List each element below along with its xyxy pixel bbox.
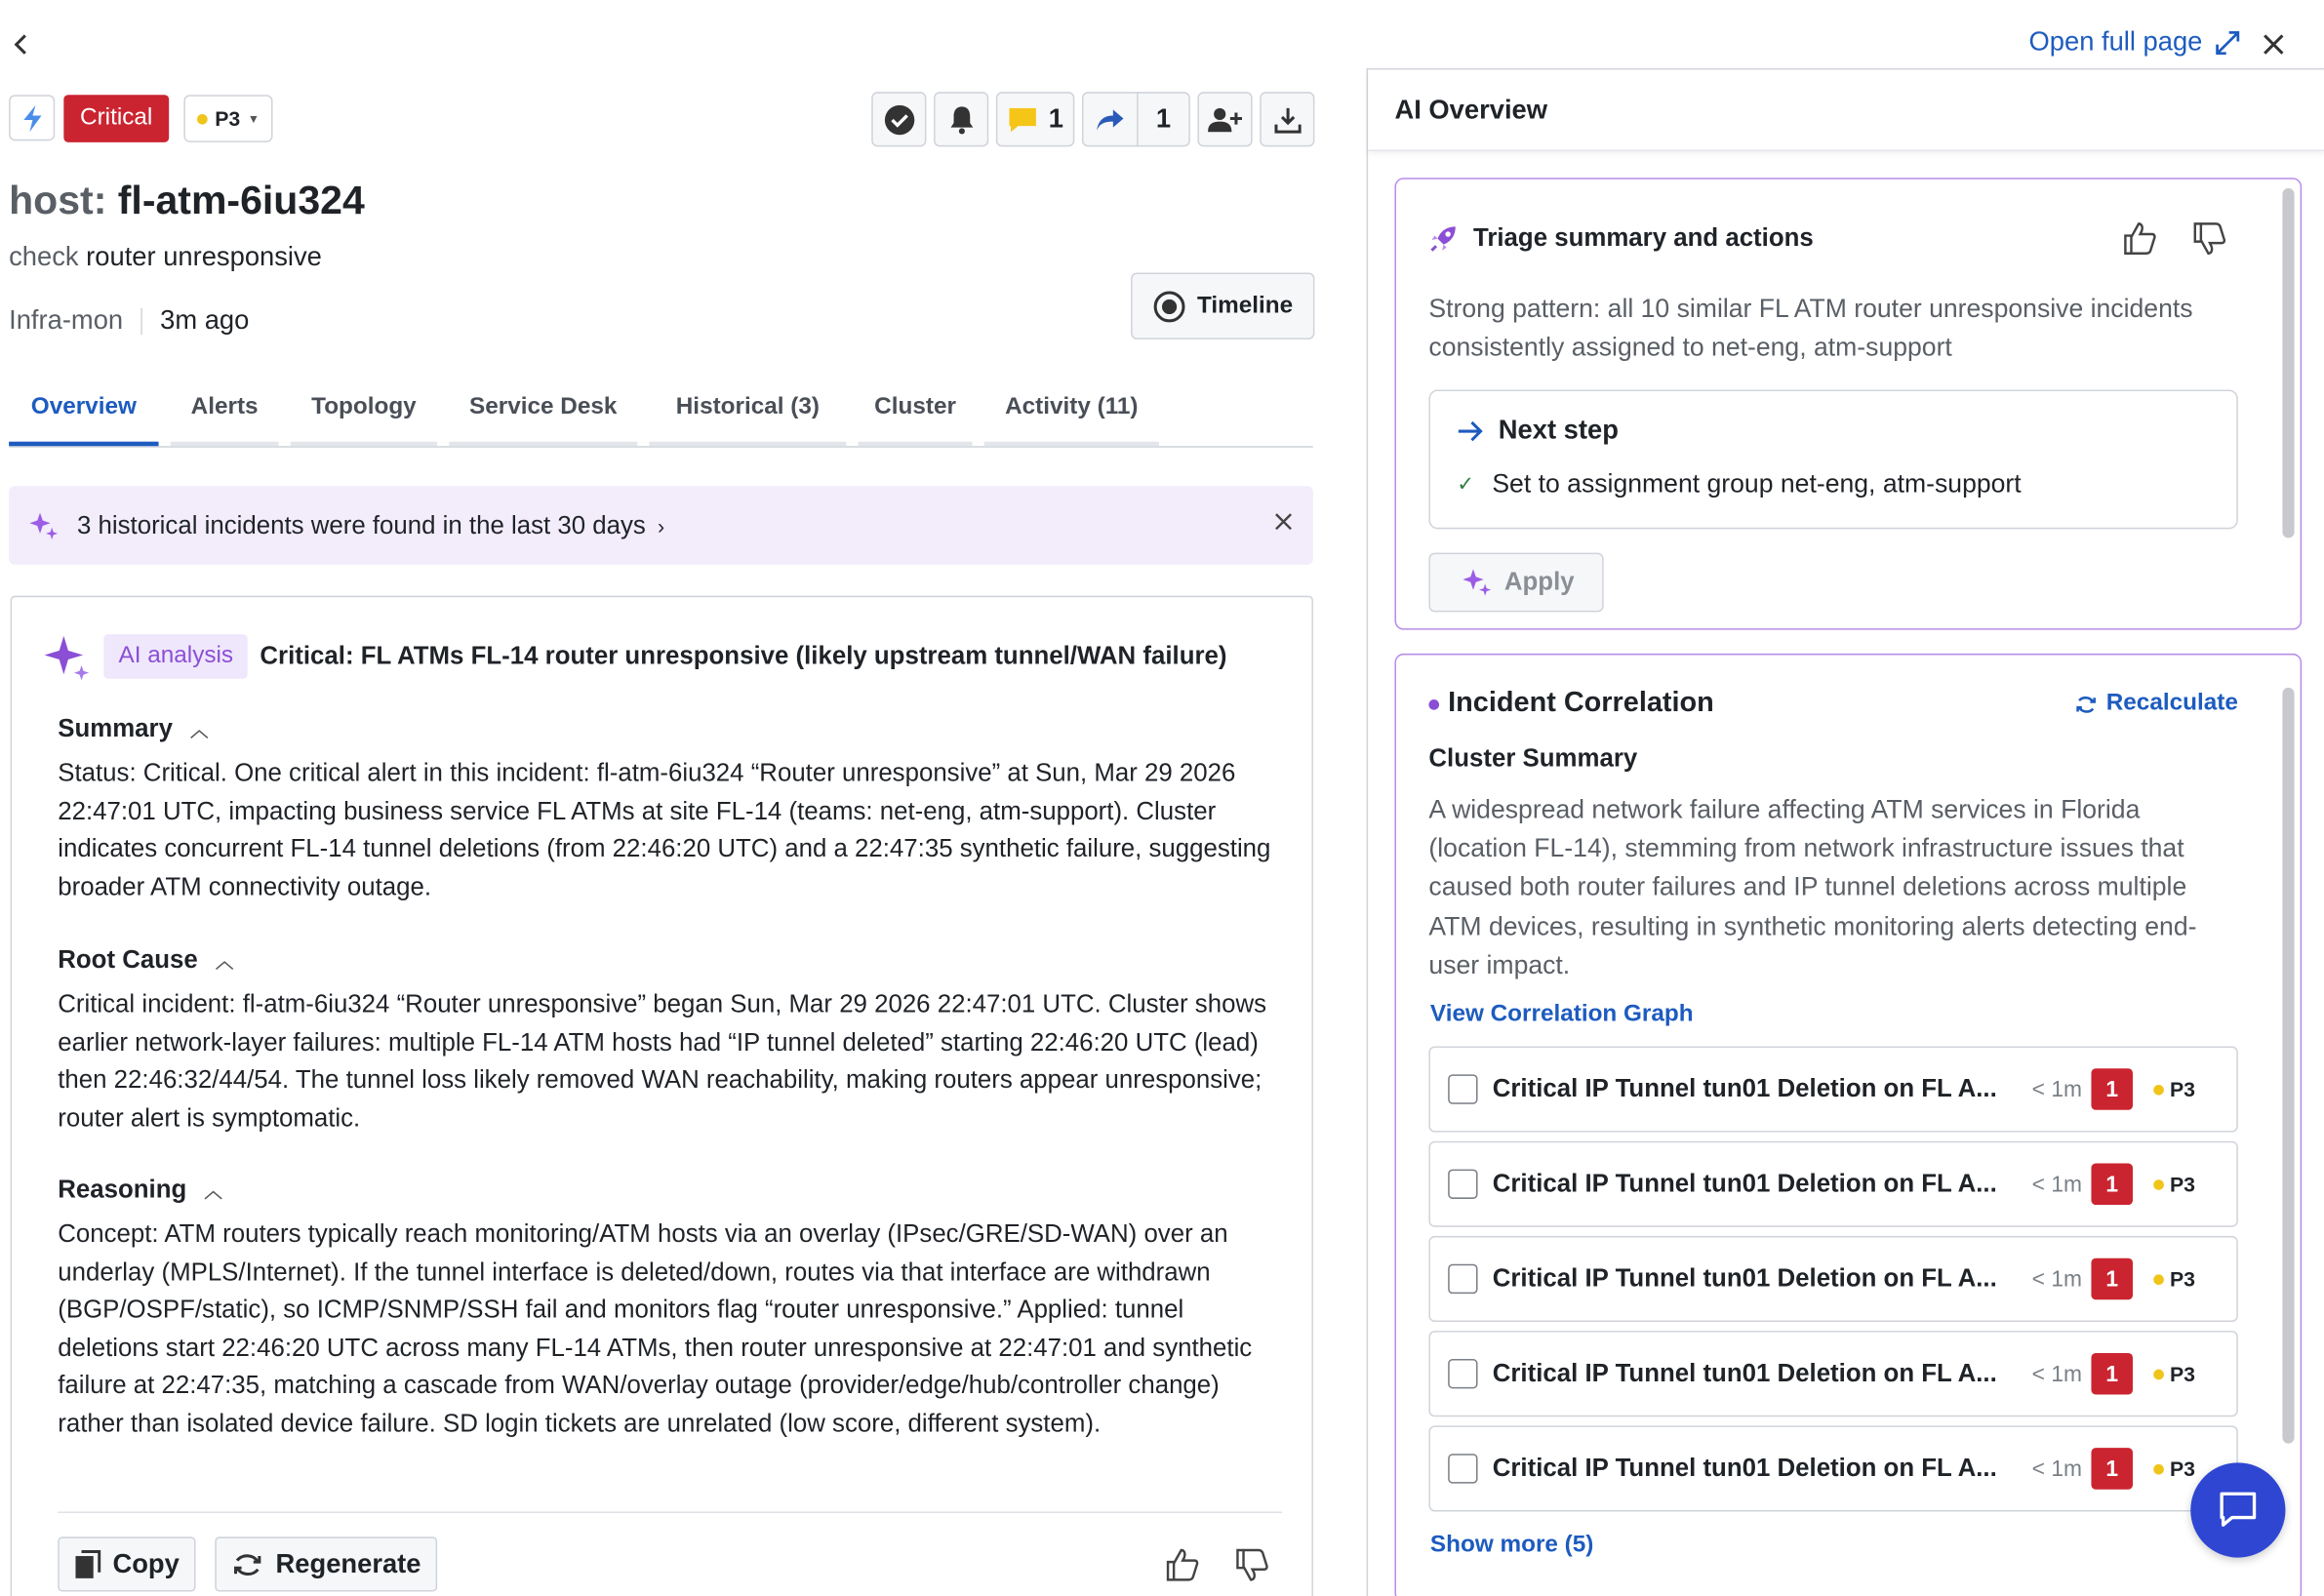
sparkle-icon [29, 510, 59, 539]
copy-label: Copy [112, 1548, 180, 1578]
row-count-badge: 1 [2091, 1448, 2133, 1490]
priority-dot-icon [2153, 1463, 2164, 1474]
row-priority-label: P3 [2169, 1077, 2195, 1101]
root-cause-heading-label: Root Cause [58, 945, 198, 975]
comment-icon [1007, 104, 1039, 134]
row-priority [2153, 1077, 2195, 1100]
caret-down-icon: ▼ [247, 111, 260, 126]
row-title: Critical IP Tunnel tun01 Deletion on FL A... [1492, 1263, 1997, 1293]
triage-thumbs-down-button[interactable] [2192, 220, 2227, 256]
back-button[interactable] [6, 26, 35, 61]
assign-user-button[interactable] [1197, 92, 1252, 146]
open-full-page-link[interactable] [2029, 26, 2241, 58]
expand-icon [2215, 29, 2241, 56]
next-step-box [1428, 390, 2237, 530]
tab-service-desk[interactable]: Service Desk [449, 385, 637, 446]
thumbs-down-icon [2192, 220, 2227, 256]
incident-age: 3m ago [160, 304, 250, 336]
download-button[interactable] [1260, 92, 1314, 146]
check-name: router unresponsive [86, 241, 322, 271]
priority-dot-icon [197, 113, 208, 124]
priority-dot-icon [2153, 1178, 2164, 1189]
row-priority [2153, 1267, 2195, 1291]
refresh-icon [2075, 693, 2098, 715]
meta-divider [140, 307, 142, 334]
row-priority-label: P3 [2169, 1266, 2195, 1292]
recalculate-button[interactable] [2075, 691, 2238, 717]
tab-topology[interactable]: Topology [291, 385, 437, 446]
check-prefix: check [9, 241, 79, 271]
row-checkbox[interactable] [1448, 1074, 1477, 1103]
forward-button[interactable] [1082, 92, 1190, 146]
root-cause-heading[interactable] [58, 945, 233, 975]
row-title: Critical IP Tunnel tun01 Deletion on FL A... [1492, 1454, 1997, 1483]
row-time: < 1m [2031, 1361, 2082, 1387]
row-checkbox[interactable] [1448, 1359, 1477, 1388]
recalculate-label: Recalculate [2105, 690, 2238, 716]
chevron-up-icon: ︿ [190, 719, 209, 740]
copy-button[interactable] [58, 1536, 195, 1591]
bell-icon [947, 104, 974, 134]
row-time: < 1m [2031, 1171, 2082, 1197]
close-icon [1274, 513, 1292, 531]
correlated-alert-row[interactable] [1428, 1046, 2237, 1132]
row-time: < 1m [2031, 1456, 2082, 1482]
tab-activity[interactable]: Activity (11) [984, 385, 1159, 446]
ai-analysis-header [45, 633, 1227, 681]
ai-footer-divider [58, 1511, 1282, 1513]
cluster-summary-text: A widespread network failure affecting ATM services in Florida (location FL-14), stemming from network infrastructure issues that caused both router failures and IP tunnel deletions across multiple ATM devices, resulting in synthetic monitoring alerts detecting end-user impact. [1428, 794, 2197, 979]
next-step-item-text: Set to assignment group net-eng, atm-support [1492, 468, 2022, 499]
correlation-title-label: Incident Correlation [1448, 687, 1714, 719]
chevron-right-icon: › [657, 513, 665, 538]
forward-icon [1083, 106, 1137, 133]
comments-count: 1 [1048, 103, 1063, 134]
record-circle-icon [1152, 290, 1184, 322]
thumbs-up-button[interactable] [1165, 1547, 1200, 1582]
reasoning-heading[interactable] [58, 1176, 222, 1205]
apply-button[interactable] [1428, 553, 1603, 613]
row-priority [2153, 1456, 2195, 1480]
tab-alerts[interactable]: Alerts [171, 385, 279, 446]
incident-meta [9, 305, 249, 337]
row-time: < 1m [2031, 1266, 2082, 1292]
priority-dot-icon [2153, 1274, 2164, 1285]
row-priority [2153, 1173, 2195, 1196]
ai-sparkle-icon [45, 633, 93, 681]
page-title [9, 178, 365, 223]
priority-dot-icon [2153, 1369, 2164, 1379]
add-user-icon [1207, 106, 1242, 133]
chevron-up-icon: ︿ [215, 950, 234, 972]
tab-bar [9, 385, 1313, 448]
correlation-scrollbar[interactable] [2282, 688, 2294, 1444]
thumbs-up-icon [2122, 220, 2157, 256]
correlated-alert-row[interactable] [1428, 1141, 2237, 1227]
banner-text: 3 historical incidents were found in the last 30 days [76, 510, 646, 539]
next-step-label: Next step [1498, 415, 1619, 445]
ai-analysis-card [11, 596, 1313, 1596]
triage-body: Strong pattern: all 10 similar FL ATM router unresponsive incidents consistently assigned to net-eng, atm-support [1428, 293, 2193, 362]
close-panel-button[interactable] [2256, 26, 2291, 61]
triage-thumbs-up-button[interactable] [2122, 220, 2157, 256]
ai-overview-heading: AI Overview [1368, 69, 2324, 151]
correlated-alert-row[interactable] [1428, 1236, 2237, 1322]
tab-overview[interactable]: Overview [9, 385, 158, 446]
ai-overview-panel [1367, 68, 2324, 1596]
incident-correlation-card [1394, 654, 2302, 1596]
triage-title-label: Triage summary and actions [1472, 223, 1814, 253]
row-priority [2153, 1362, 2195, 1385]
reasoning-heading-label: Reasoning [58, 1175, 187, 1204]
apply-label: Apply [1503, 567, 1575, 596]
triage-scrollbar[interactable] [2282, 188, 2294, 539]
row-priority-label: P3 [2169, 1172, 2195, 1196]
forward-count: 1 [1155, 103, 1172, 134]
next-step-heading [1457, 415, 1619, 446]
priority-dropdown[interactable] [183, 95, 272, 142]
notify-button[interactable] [934, 92, 988, 146]
correlated-alert-row[interactable] [1428, 1425, 2237, 1511]
row-count-badge: 1 [2091, 1163, 2133, 1205]
refresh-icon [231, 1551, 263, 1577]
cluster-summary-title: Cluster Summary [1428, 743, 1638, 773]
status-dot-icon [1428, 698, 1439, 709]
row-count-badge: 1 [2091, 1353, 2133, 1395]
summary-heading[interactable] [58, 714, 208, 743]
timeline-label: Timeline [1196, 293, 1294, 318]
historical-banner[interactable] [9, 486, 1313, 565]
triage-title [1428, 223, 1813, 253]
source-name: Infra-mon [9, 304, 124, 336]
chat-button[interactable] [2190, 1462, 2285, 1557]
resolve-button[interactable] [871, 92, 926, 146]
tab-historical[interactable]: Historical (3) [649, 385, 846, 446]
severity-badge [63, 95, 169, 142]
reasoning-text: Concept: ATM routers typically reach monitoring/ATM hosts via an overlay (IPsec/GRE/SD-WAN) over an underlay (MPLS/Internet). If the tunnel interface is deleted/down, routes via that interface are withdrawn (BGP/OSPF/static), so ICMP/SNMP/SSH fail and monitors flag “router unresponsive.” Applied: tunnel deletions start 22:46:20 UTC across many FL-14 ATMs, then router unresponsive at 22:47:01 and synthetic failure at 22:47:35, matching a cascade from WAN/overlay outage (provider/edge/hub/controller change) rather than isolated device failure. SD login tickets are unrelated (low score, different system). [58, 1219, 1253, 1438]
show-more-link[interactable]: Show more (5) [1429, 1532, 1594, 1558]
checkmark-icon: ✓ [1457, 471, 1475, 496]
priority-label: P3 [215, 106, 241, 131]
view-correlation-graph-link[interactable]: View Correlation Graph [1429, 1001, 1694, 1027]
arrow-right-icon [1457, 420, 1483, 441]
thumbs-down-icon [1234, 1547, 1269, 1582]
row-title: Critical IP Tunnel tun01 Deletion on FL A... [1492, 1359, 1997, 1387]
row-checkbox[interactable] [1448, 1170, 1477, 1199]
chevron-up-icon: ︿ [204, 1179, 222, 1202]
source-bolt-badge [9, 95, 55, 140]
row-count-badge: 1 [2091, 1258, 2133, 1300]
close-icon [2262, 32, 2285, 56]
root-cause-text: Critical incident: fl-atm-6iu324 “Router unresponsive” began Sun, Mar 29 2026 22:47:01 UTC. Cluster shows earlier network-layer failures: multiple FL-14 ATM hosts had “IP tunnel deleted” starting 22:46:20 UTC (lead) then 22:46:32/44/54. The tunnel loss likely removed WAN reachability, making routers appear unresponsive; router alert is symptomatic. [58, 989, 1267, 1133]
thumbs-down-button[interactable] [1234, 1547, 1269, 1582]
severity-label: Critical [80, 104, 153, 131]
triage-card [1394, 178, 2302, 629]
host-prefix: host: [9, 178, 107, 222]
row-count-badge: 1 [2091, 1068, 2133, 1110]
ai-analysis-title: Critical: FL ATMs FL-14 router unresponsive (likely upstream tunnel/WAN failure) [260, 641, 1227, 670]
row-priority-label: P3 [2169, 1456, 2195, 1481]
thumbs-up-icon [1165, 1547, 1200, 1582]
open-full-page-label: Open full page [2028, 26, 2203, 57]
row-priority-label: P3 [2169, 1362, 2195, 1386]
chevron-left-icon [14, 34, 28, 55]
tab-cluster[interactable]: Cluster [859, 385, 973, 446]
host-name: fl-atm-6iu324 [117, 178, 365, 222]
sparkle-icon [1463, 568, 1492, 597]
check-circle-icon [883, 103, 915, 136]
correlation-title [1428, 688, 1713, 720]
priority-dot-icon [2153, 1084, 2164, 1095]
ai-analysis-pill: AI analysis [103, 634, 248, 679]
summary-text: Status: Critical. One critical alert in this incident: fl-atm-6iu324 “Router unresponsive” at Sun, Mar 29 2026 22:47:01 UTC, impacting business service FL ATMs at site FL-14 (teams: net-eng, atm-support). Cluster indicates concurrent FL-14 tunnel deletions (from 22:46:20 UTC) and a 22:47:35 synthetic failure, suggesting broader ATM connectivity outage. [58, 758, 1271, 901]
timeline-button[interactable] [1131, 273, 1314, 339]
row-checkbox[interactable] [1448, 1454, 1477, 1483]
summary-heading-label: Summary [58, 714, 173, 743]
regenerate-label: Regenerate [275, 1548, 421, 1578]
regenerate-button[interactable] [215, 1536, 437, 1591]
banner-close-button[interactable] [1274, 513, 1292, 531]
rocket-icon [1428, 223, 1458, 253]
lightning-bolt-icon [20, 103, 44, 133]
check-line [9, 242, 322, 273]
next-step-item [1457, 468, 2021, 499]
row-time: < 1m [2031, 1076, 2082, 1102]
row-title: Critical IP Tunnel tun01 Deletion on FL A... [1492, 1074, 1997, 1103]
copy-icon [74, 1549, 100, 1578]
chat-bubble-icon [2218, 1491, 2260, 1529]
correlated-alert-row[interactable] [1428, 1331, 2237, 1416]
row-checkbox[interactable] [1448, 1264, 1477, 1294]
row-title: Critical IP Tunnel tun01 Deletion on FL A... [1492, 1169, 1997, 1198]
comments-button[interactable] [996, 92, 1075, 146]
download-icon [1274, 106, 1301, 133]
